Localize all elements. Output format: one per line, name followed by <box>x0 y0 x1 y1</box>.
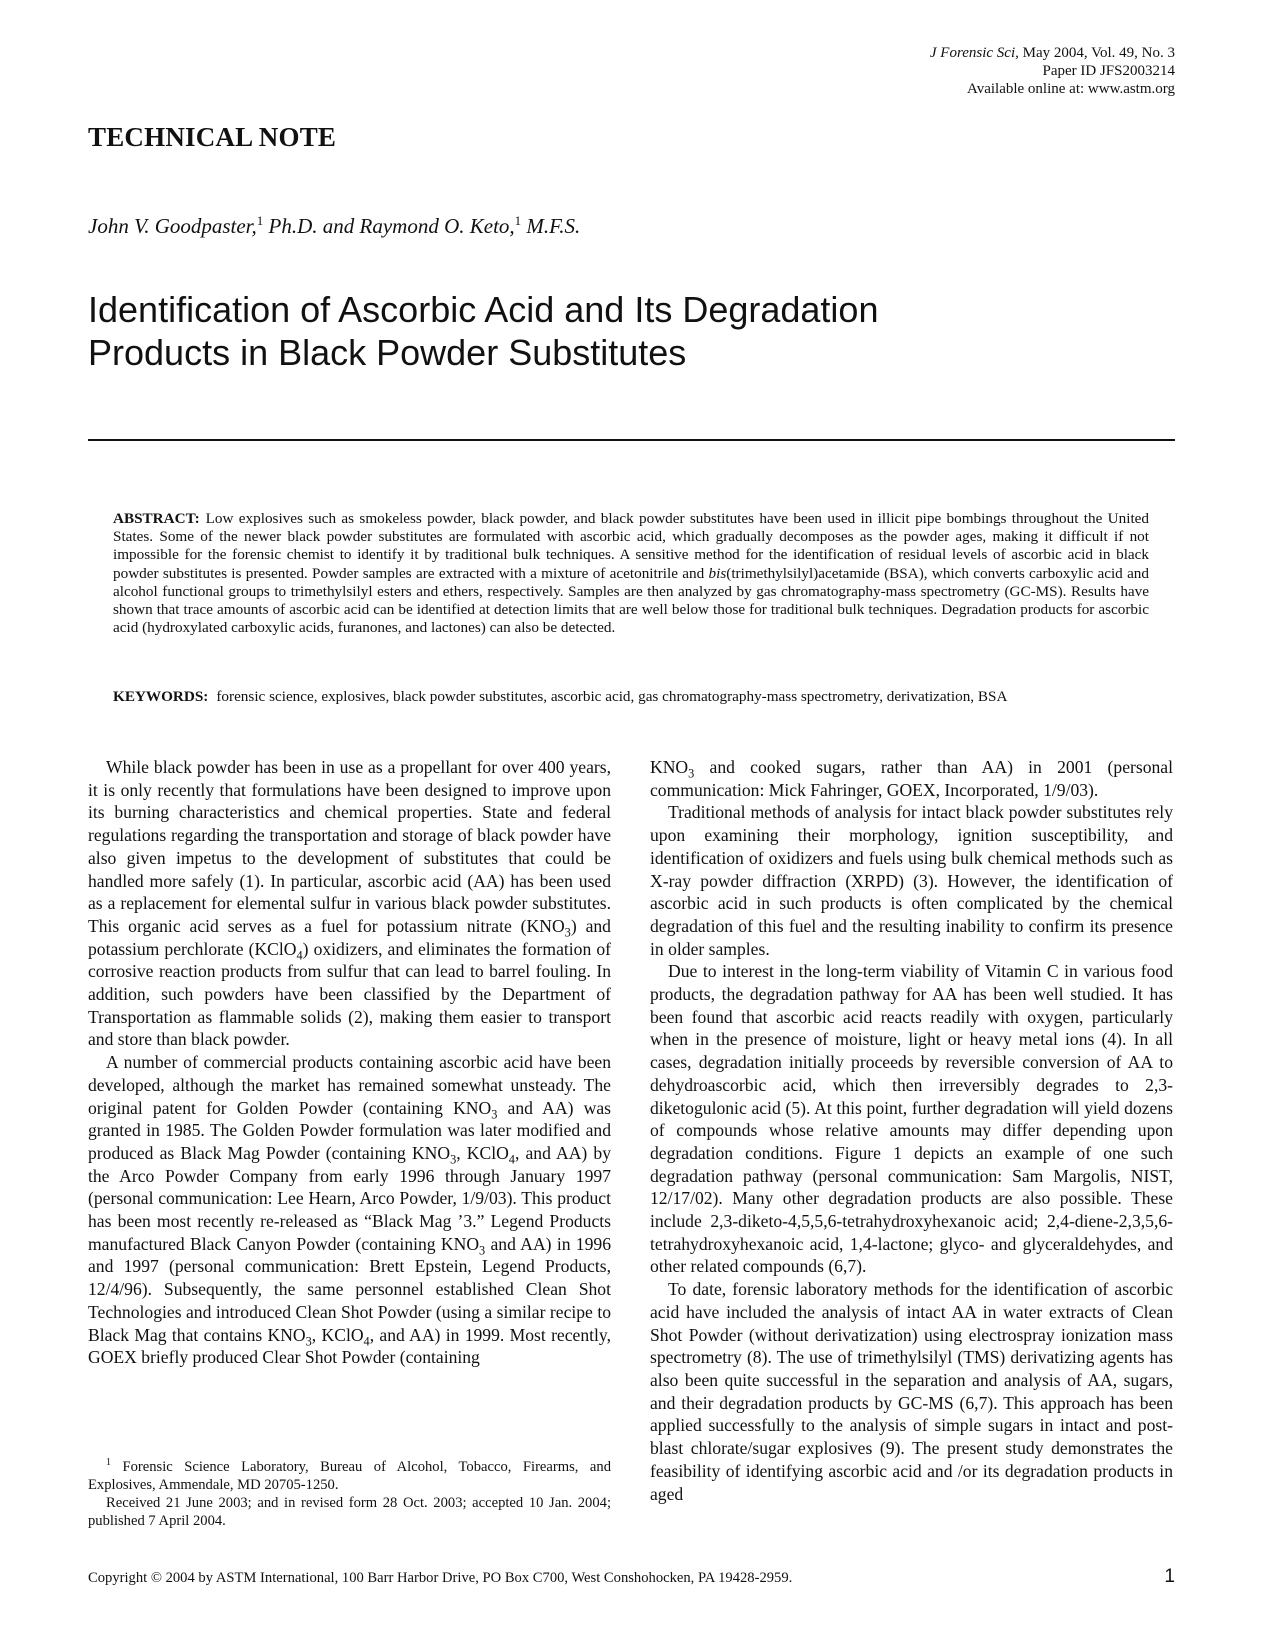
author-2: Ph.D. and Raymond O. Keto, <box>263 214 515 238</box>
footnote <box>88 1458 611 1530</box>
received-note: Received 21 June 2003; and in revised form 28 Oct. 2003; accepted 10 Jan. 2004; published 7 April 2004. <box>88 1495 611 1529</box>
paper-title <box>88 288 1088 374</box>
author-2-degree: M.F.S. <box>521 214 581 238</box>
page-number: 1 <box>1164 1566 1175 1587</box>
abstract-text-2: (trimethylsilyl)acetamide (BSA), which converts carboxylic acid and alcohol functional groups to trimethylsilyl esters and ethers, respectively. Samples are then analyzed by gas chromatography-mass spectrometry (GC-MS). Results have shown that trace amounts of ascorbic acid can be identified at detection limits that are well below those for traditional bulk techniques. Degradation products for ascorbic acid (hydroxylated carboxylic acids, furanones, and lactones) can also be detected. <box>113 564 1149 637</box>
affiliation-text: Forensic Science Laboratory, Bureau of Alcohol, Tobacco, Firearms, and Explosives, Ammendale, MD 20705-1250. <box>88 1459 611 1493</box>
subscript: 3 <box>491 1107 498 1122</box>
title-divider <box>88 439 1175 441</box>
body-column-right <box>650 756 1173 1505</box>
subscript: 4 <box>363 1334 370 1349</box>
section-label: TECHNICAL NOTE <box>88 122 337 152</box>
text: A number of commercial products containing ascorbic acid have been developed, although the market has remained somewhat unsteady. The original patent for Golden Powder (containing KNO <box>88 1052 611 1118</box>
paper-id: Paper ID JFS2003214 <box>1042 63 1175 79</box>
paragraph <box>88 756 611 1051</box>
text: While black powder has been in use as a propellant for over 400 years, it is only recently that formulations have been designed to improve upon its burning characteristics and chemical properties. State and federal regulations regarding the transportation and storage of black powder have also given impetus to the development of substitutes that could be handled more safely (1). In particular, ascorbic acid (AA) has been used as a replacement for elemental sulfur in various black powder substitutes. This organic acid serves as a fuel for potassium nitrate (KNO <box>88 757 611 936</box>
subscript: 4 <box>296 948 303 963</box>
abstract-italic: bis <box>708 564 727 582</box>
subscript: 4 <box>508 1152 515 1167</box>
paragraph: Traditional methods of analysis for intact black powder substitutes rely upon examining their morphology, ignition susceptibility, and identification of oxidizers and fuels using bulk chemical methods such as X-ray powder diffraction (XRPD) (3). However, the identification of ascorbic acid in such products is often complicated by the chemical degradation of this fuel and the resulting inability to confirm its presence in older samples. <box>650 802 1173 959</box>
text: ) and potassium perchlorate (KClO <box>88 915 611 959</box>
subscript: 3 <box>305 1334 312 1349</box>
page-footer <box>88 1566 1175 1587</box>
paragraph <box>650 756 1173 801</box>
text: and cooked sugars, rather than AA) in 2001 (personal communication: Mick Fahringer, GOEX, Incorporated, 1/9/03). <box>650 757 1173 800</box>
paragraph: To date, forensic laboratory methods for the identification of ascorbic acid have included the analysis of intact AA in water extracts of Clean Shot Powder (without derivatization) using electrospray ionization mass spectrometry (8). The use of trimethylsilyl (TMS) derivatizing agents has also been quite successful in the separation and analysis of AA, sugars, and their degradation products by GC-MS (6,7). This approach has been applied successfully to the analysis of simple sugars in intact and post-blast chlorate/sugar explosives (9). The present study demonstrates the feasibility of identifying ascorbic acid and /or its degradation products in aged <box>650 1279 1173 1504</box>
title-line-2: Products in Black Powder Substitutes <box>88 332 687 373</box>
authors <box>88 214 580 239</box>
keywords-label: KEYWORDS: <box>113 688 209 705</box>
body-column-left <box>88 756 611 1369</box>
author-1: John V. Goodpaster, <box>88 214 257 238</box>
text: and AA) was granted in 1985. The Golden Powder formulation was later modified and produced as Black Mag Powder (containing KNO <box>88 1097 611 1163</box>
text: and AA) in 1996 and 1997 (personal communication: Brett Epstein, Legend Products, 12/4/96). Subsequently, the same personnel established Clean Shot Technologies and introduced Clean Shot Powder (using a similar recipe to Black Mag that contains KNO <box>88 1233 611 1345</box>
author-2-affiliation-mark: 1 <box>514 213 522 228</box>
abstract-label: ABSTRACT: <box>113 510 200 527</box>
keywords-text: forensic science, explosives, black powder substitutes, ascorbic acid, gas chromatography-mass spectrometry, derivatization, BSA <box>216 688 1008 705</box>
subscript: 3 <box>479 1243 486 1258</box>
abstract-text-1: Low explosives such as smokeless powder, black powder, and black powder substitutes have been used in illicit pipe bombings throughout the United States. Some of the newer black powder substitutes are formulated with ascorbic acid, which gradually decomposes as the powder ages, making it difficult if not impossible for the forensic chemist to identify it by traditional bulk techniques. A sensitive method for the identification of residual levels of ascorbic acid in black powder substitutes is presented. Powder samples are extracted with a mixture of acetonitrile and <box>113 510 1149 582</box>
title-line-1: Identification of Ascorbic Acid and Its Degradation <box>88 289 879 330</box>
author-1-affiliation-mark: 1 <box>256 213 264 228</box>
copyright: Copyright © 2004 by ASTM International, 100 Barr Harbor Drive, PO Box C700, West Conshohocken, PA 19428-2959. <box>88 1570 793 1586</box>
online-availability: Available online at: www.astm.org <box>966 81 1175 97</box>
footnote-mark: 1 <box>106 1457 111 1469</box>
text: , KClO <box>311 1324 364 1345</box>
affiliation-footnote <box>88 1458 611 1494</box>
text: , and AA) by the Arco Powder Company from early 1996 through January 1997 (personal communication: Lee Hearn, Arco Powder, 1/9/03). This product has been most recently re-released as “Black Mag ’3.” Legend Products manufactured Black Canyon Powder (containing KNO <box>88 1142 611 1254</box>
journal-header <box>930 44 1175 98</box>
abstract <box>113 510 1149 637</box>
paragraph: Due to interest in the long-term viability of Vitamin C in various food products, the degradation pathway for AA has been well studied. It has been found that ascorbic acid reacts readily with oxygen, particularly when in the presence of moisture, light or heavy metal ions (4). In all cases, degradation initially proceeds by reversible conversion of AA to dehydroascorbic acid, which then irreversibly degrades to 2,3-diketogulonic acid (5). At this point, further degradation will yield dozens of compounds whose relative amounts may differ depending upon degradation conditions. Figure 1 depicts an example of one such degradation pathway (personal communication: Sam Margolis, NIST, 12/17/02). Many other degradation products are also possible. These include 2,3-diketo-4,5,5,6-tetrahydroxyhexanoic acid; 2,4-diene-2,3,5,6-tetrahydroxyhexanoic acid, 1,4-lactone; glyco- and glyceraldehydes, and other related compounds (6,7). <box>650 961 1173 1277</box>
text: , and AA) in 1999. Most recently, GOEX briefly produced Clear Shot Powder (containing <box>88 1324 611 1368</box>
subscript: 3 <box>450 1152 457 1167</box>
journal-name: J Forensic Sci, <box>929 45 1019 61</box>
subscript: 3 <box>688 766 695 781</box>
text: KNO <box>650 757 689 777</box>
text: ) oxidizers, and eliminates the formation of corrosive reaction products from sulfur that can lead to barrel fouling. In addition, such powders have been classified by the Department of Transportation as flammable solids (2), making them easier to transport and store than black powder. <box>88 938 611 1050</box>
paragraph <box>88 1051 611 1369</box>
text: , KClO <box>456 1142 509 1163</box>
subscript: 3 <box>564 925 571 940</box>
keywords <box>113 688 1173 706</box>
journal-issue: May 2004, Vol. 49, No. 3 <box>1018 45 1175 61</box>
